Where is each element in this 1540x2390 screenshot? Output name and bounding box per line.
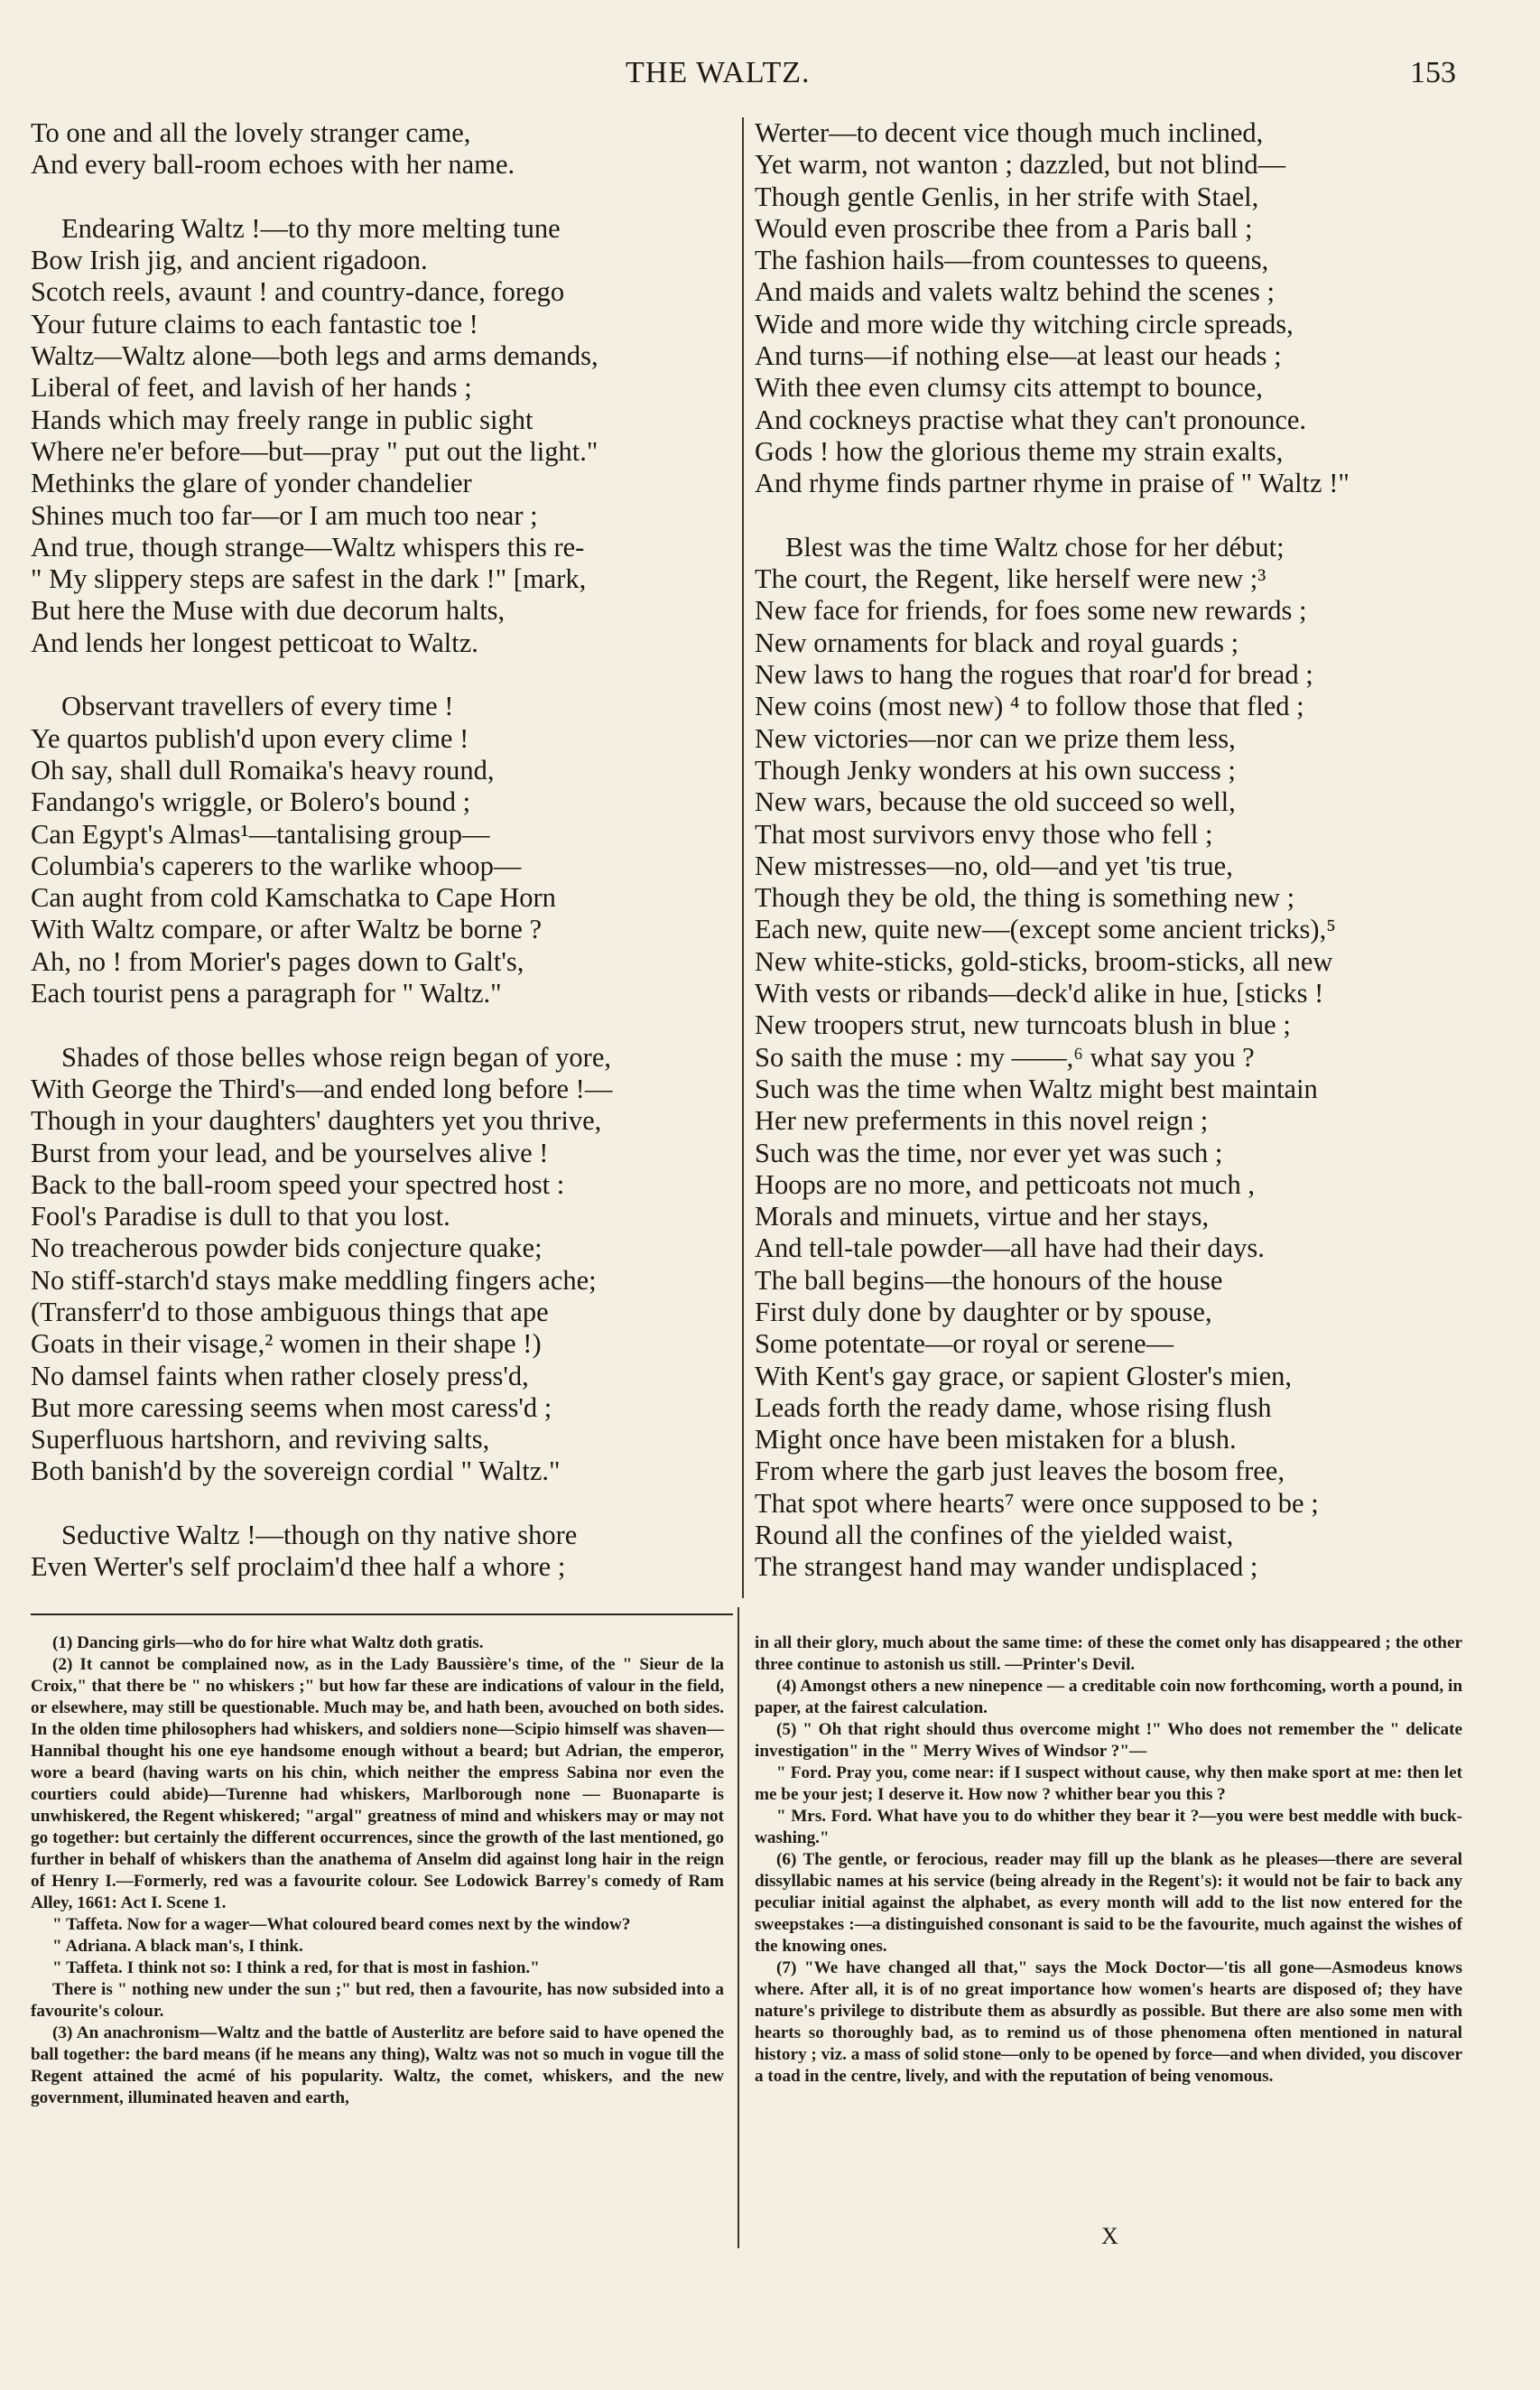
- poem-line: New victories—nor can we prize them less,: [755, 722, 1236, 754]
- poem-line: Ye quartos publish'd upon every clime !: [31, 722, 469, 754]
- poem-line: And cockneys practise what they can't pronounce.: [755, 404, 1307, 435]
- poem-line: Waltz—Waltz alone—both legs and arms demands,: [31, 340, 598, 372]
- poem-line: Hands which may freely range in public sight: [31, 404, 533, 435]
- footnote: in all their glory, much about the same time: of these the comet only has disappeared ; the other three continue to astonish us still. —Printer's Devil.: [755, 1633, 1462, 1674]
- poem-column-right: [755, 117, 1513, 1584]
- poem-line: Shades of those belles whose reign began of yore,: [61, 1041, 611, 1073]
- poem-line: (Transferr'd to those ambiguous things that ape: [31, 1296, 549, 1327]
- poem-line: And maids and valets waltz behind the scenes ;: [755, 276, 1275, 308]
- poem-line: Morals and minuets, virtue and her stays,: [755, 1201, 1210, 1232]
- poem-line: But more caressing seems when most caress'd ;: [31, 1391, 552, 1423]
- footnote: There is " nothing new under the sun ;" but red, then a favourite, has now subsided into a favourite's colour.: [31, 1980, 724, 2021]
- poem-line: Gods ! how the glorious theme my strain exalts,: [755, 435, 1284, 467]
- poem-line: Superfluous hartshorn, and reviving salts,: [31, 1424, 490, 1455]
- poem-line: Can aught from cold Kamschatka to Cape Horn: [31, 882, 556, 914]
- footnote: (5) " Oh that right should thus overcome might !" Who does not remember the " delicate investigation" in the " Merry Wives of Windsor ?"—: [755, 1720, 1462, 1761]
- poem-line: New face for friends, for foes some new rewards ;: [755, 595, 1307, 627]
- poem-line: And lends her longest petticoat to Waltz.: [31, 627, 478, 658]
- poem-line: Such was the time, nor ever yet was such ;: [755, 1137, 1223, 1168]
- poem-line: Burst from your lead, and be yourselves alive !: [31, 1137, 549, 1168]
- poem-line: Though Jenky wonders at his own success ;: [755, 754, 1236, 786]
- poem-line: Though in your daughters' daughters yet you thrive,: [31, 1105, 602, 1137]
- footnote: " Adriana. A black man's, I think.: [52, 1937, 303, 1956]
- poem-line: Werter—to decent vice though much inclined,: [755, 117, 1264, 148]
- poem-line: New white-sticks, gold-sticks, broom-sticks, all new: [755, 945, 1333, 977]
- page-number: 153: [1410, 56, 1456, 89]
- poem-line: Each tourist pens a paragraph for " Waltz.": [31, 978, 502, 1009]
- stanza-break: [755, 500, 1513, 532]
- poem-line: The strangest hand may wander undisplaced ;: [755, 1551, 1258, 1583]
- poem-line: Wide and more wide thy witching circle spreads,: [755, 308, 1294, 339]
- poem-line: Both banish'd by the sovereign cordial " Waltz.": [31, 1455, 561, 1487]
- footnotes-left: [31, 1632, 724, 2109]
- poem-line: Round all the confines of the yielded waist,: [755, 1520, 1234, 1551]
- poem-line: Where ne'er before—but—pray " put out the light.": [31, 435, 598, 467]
- poem-line: Fool's Paradise is dull to that you lost.: [31, 1201, 450, 1232]
- poem-line: The court, the Regent, like herself were new ;³: [755, 563, 1266, 595]
- poem-line: To one and all the lovely stranger came,: [31, 117, 471, 148]
- poem-line: New mistresses—no, old—and yet 'tis true,: [755, 850, 1233, 881]
- poem-line: Might once have been mistaken for a blush.: [755, 1424, 1237, 1455]
- poem-line: New ornaments for black and royal guards ;: [755, 627, 1239, 658]
- poem-line: From where the garb just leaves the bosom free,: [755, 1455, 1285, 1487]
- poem-line: Some potentate—or royal or serene—: [755, 1328, 1174, 1360]
- poem-line: Such was the time when Waltz might best maintain: [755, 1073, 1318, 1104]
- poem-line: Even Werter's self proclaim'd thee half a whore ;: [31, 1551, 566, 1583]
- poem-line: Shines much too far—or I am much too near ;: [31, 499, 538, 531]
- page-title: THE WALTZ.: [626, 56, 811, 89]
- poem-line: So saith the muse : my ——,⁶ what say you ?: [755, 1041, 1255, 1073]
- poem-line: First duly done by daughter or by spouse,: [755, 1296, 1212, 1327]
- poem-line: Each new, quite new—(except some ancient tricks),⁵: [755, 914, 1336, 945]
- footnote-rule: [31, 1613, 733, 1615]
- footnote: (6) The gentle, or ferocious, reader may fill up the blank as he pleases—there are several dissyllabic names at his service (being already in the Regent's): it would not be fair to back any peculiar initial against the alphabet, as every month will add to the list now entered for the sweepstakes :—a distinguished consonant is said to be the favourite, much against the wishes of the knowing ones.: [755, 1850, 1462, 1956]
- poem-line: No damsel faints when rather closely press'd,: [31, 1360, 529, 1391]
- poem-line: Leads forth the ready dame, whose rising flush: [755, 1391, 1272, 1423]
- poem-line: With George the Third's—and ended long before !—: [31, 1073, 613, 1104]
- poem-line: No treacherous powder bids conjecture quake;: [31, 1232, 543, 1264]
- poem-line: Endearing Waltz !—to thy more melting tune: [61, 212, 561, 244]
- poem-line: Would even proscribe thee from a Paris ball ;: [755, 212, 1253, 244]
- poem-line: Goats in their visage,² women in their shape !): [31, 1328, 542, 1360]
- signature-mark: X: [1101, 2223, 1118, 2249]
- poem-line: Bow Irish jig, and ancient rigadoon.: [31, 245, 428, 276]
- poem-line: And true, though strange—Waltz whispers this re-: [31, 531, 585, 563]
- footnotes-right: [755, 1632, 1462, 2088]
- footnote: " Taffeta. I think not so: I think a red, for that is most in fashion.": [52, 1958, 540, 1977]
- poem-line: Can Egypt's Almas¹—tantalising group—: [31, 818, 490, 850]
- poem-line: And every ball-room echoes with her name.: [31, 149, 515, 181]
- poem-line: New troopers strut, new turncoats blush in blue ;: [755, 1009, 1291, 1041]
- poem-line: Observant travellers of every time !: [61, 691, 454, 722]
- footnote: (7) "We have changed all that," says the Mock Doctor—'tis all gone—Asmodeus knows where. After all, it is of no great importance how women's hearts are disposed of; they have nature's privilege to distribute them as absurdly as possible. But there are also some men with hearts so thoroughly bad, as to remind us of those phenomena often mentioned in natural history ; viz. a mass of solid stone—only to be opened by force—and when divided, you discover a toad in the centre, lively, and with the reputation of being venomous.: [755, 1958, 1462, 2086]
- poem-line: Ah, no ! from Morier's pages down to Galt's,: [31, 945, 524, 977]
- poem-line: That spot where hearts⁷ were once supposed to be ;: [755, 1487, 1319, 1519]
- poem-line: No stiff-starch'd stays make meddling fingers ache;: [31, 1264, 597, 1296]
- stanza-break: [31, 659, 744, 691]
- poem-line: Yet warm, not wanton ; dazzled, but not blind—: [755, 149, 1286, 181]
- footnote-column-divider: [738, 1607, 739, 2248]
- running-header: [0, 56, 1540, 92]
- poem-line: New coins (most new) ⁴ to follow those that fled ;: [755, 691, 1304, 722]
- poem-line: And turns—if nothing else—at least our heads ;: [755, 340, 1282, 372]
- poem-line: Liberal of feet, and lavish of her hands ;: [31, 372, 472, 404]
- stanza-break: [31, 1488, 744, 1520]
- poem-line: And rhyme finds partner rhyme in praise of " Waltz !": [755, 468, 1350, 499]
- poem-line: Columbia's caperers to the warlike whoop—: [31, 850, 522, 881]
- column-divider: [742, 117, 744, 1598]
- poem-line: With Waltz compare, or after Waltz be borne ?: [31, 914, 543, 945]
- poem-line: Seductive Waltz !—though on thy native shore: [61, 1520, 578, 1551]
- footnote: (4) Amongst others a new ninepence — a creditable coin now forthcoming, worth a pound, in paper, at the fairest calculation.: [755, 1677, 1462, 1717]
- poem-line: Oh say, shall dull Romaika's heavy round,: [31, 754, 495, 786]
- poem-line: Hoops are no more, and petticoats not much ,: [755, 1168, 1255, 1200]
- poem-line: Her new preferments in this novel reign ;: [755, 1105, 1209, 1137]
- footnote: (2) It cannot be complained now, as in the Lady Baussière's time, of the " Sieur de la Croix," that there be " no whiskers ;" but how far these are indications of valour in the field, or elsewhere, may still be questionable. Much may be, and hath been, avouched on both sides. In the olden time philosophers had whiskers, and soldiers none—Scipio himself was shaven—Hannibal thought his one eye handsome enough without a beard; but Adrian, the emperor, wore a beard (having warts on his chin, which neither the empress Sabina nor even the courtiers could abide)—Turenne had whiskers, Marlborough none — Buonaparte is unwhiskered, the Regent whiskered; "argal" greatness of mind and whiskers may or may not go together: but certainly the different occurrences, since the growth of the last mentioned, go further in behalf of whiskers than the anathema of Anselm did against long hair in the reign of Henry I.—Formerly, red was a favourite colour. See Lodowick Barrey's comedy of Ram Alley, 1661: Act I. Scene 1.: [31, 1655, 724, 1912]
- poem-line: That most survivors envy those who fell ;: [755, 818, 1213, 850]
- poem-line: But here the Muse with due decorum halts,: [31, 595, 506, 627]
- footnote: " Taffeta. Now for a wager—What coloured beard comes next by the window?: [52, 1915, 631, 1934]
- stanza-break: [31, 1009, 744, 1041]
- poem-line: With vests or ribands—deck'd alike in hue, [sticks !: [755, 978, 1324, 1009]
- poem-line: With thee even clumsy cits attempt to bounce,: [755, 372, 1263, 404]
- poem-line: With Kent's gay grace, or sapient Gloster's mien,: [755, 1360, 1293, 1391]
- poem-line: And tell-tale powder—all have had their days.: [755, 1232, 1265, 1264]
- poem-line: Scotch reels, avaunt ! and country-dance, forego: [31, 276, 565, 308]
- poem-line: Your future claims to each fantastic toe !: [31, 308, 478, 339]
- poem-line: Methinks the glare of yonder chandelier: [31, 468, 472, 499]
- stanza-break: [31, 181, 744, 213]
- poem-line: " My slippery steps are safest in the dark !" [mark,: [31, 563, 587, 595]
- poem-line: New laws to hang the rogues that roar'd for bread ;: [755, 659, 1313, 691]
- poem-line: Fandango's wriggle, or Bolero's bound ;: [31, 786, 471, 818]
- poem-line: Back to the ball-room speed your spectred host :: [31, 1168, 565, 1200]
- footnote: (3) An anachronism—Waltz and the battle of Austerlitz are before said to have opened the ball together: the bard means (if he means any thing), Waltz was not so much in vogue till the Regent attained the acmé of his popularity. Waltz, the comet, whiskers, and the new government, illuminated heaven and earth,: [31, 2023, 724, 2107]
- poem-line: The fashion hails—from countesses to queens,: [755, 245, 1269, 276]
- poem-line: Though gentle Genlis, in her strife with Stael,: [755, 181, 1259, 212]
- poem-line: Though they be old, the thing is something new ;: [755, 882, 1295, 914]
- poem-line: Blest was the time Waltz chose for her début;: [785, 531, 1285, 563]
- poem-line: The ball begins—the honours of the house: [755, 1264, 1223, 1296]
- poem-column-left: [31, 117, 744, 1584]
- poem-line: New wars, because the old succeed so well,: [755, 786, 1236, 818]
- footnote: " Mrs. Ford. What have you to do whither they bear it ?—you were best meddle with buck-washing.": [755, 1807, 1462, 1847]
- footnote: " Ford. Pray you, come near: if I suspect without cause, why then make sport at me: then let me be your jest; I deserve it. How now ? whither bear you this ?: [755, 1763, 1462, 1804]
- footnote: (1) Dancing girls—who do for hire what Waltz doth gratis.: [52, 1633, 484, 1652]
